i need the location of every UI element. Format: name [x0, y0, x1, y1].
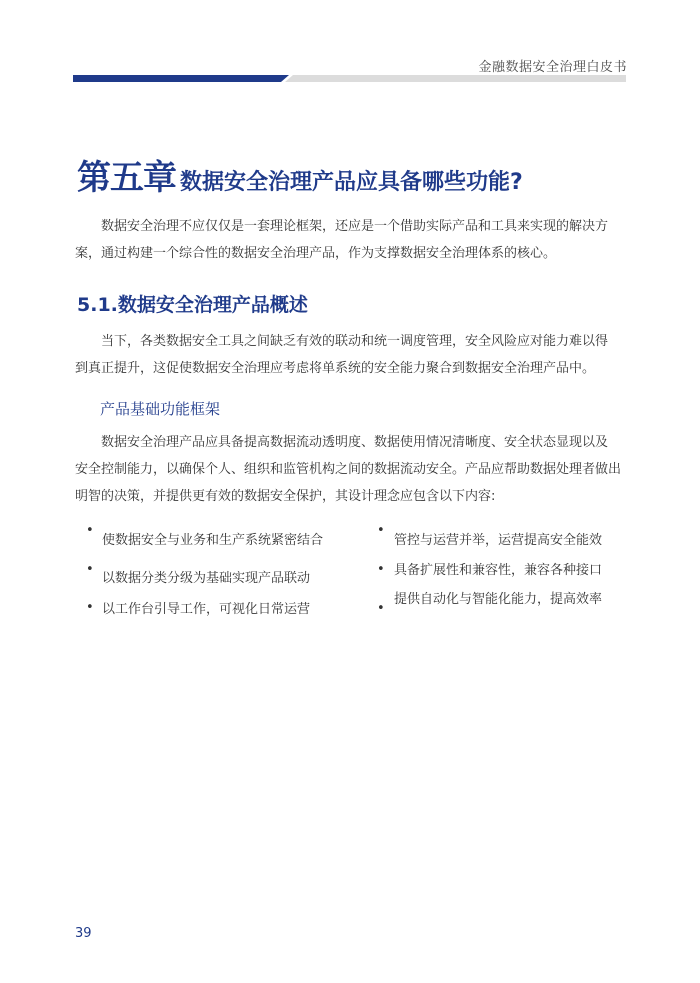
section-line-2: 到真正提升，这促使数据安全治理应考虑将单系统的安全能力聚合到数据安全治理产品中。 [75, 361, 596, 376]
chapter-title: 数据安全治理产品应具备哪些功能? [180, 170, 523, 195]
header-bar-blue [73, 75, 289, 82]
bullet-dot: • [86, 562, 94, 577]
section-paragraph [75, 328, 627, 382]
intro-line-1: 数据安全治理不应仅仅是一套理论框架，还应是一个借助实际产品和工具来实现的解决方 [101, 219, 609, 234]
bullet-left-1: 使数据安全与业务和生产系统紧密结合 [102, 533, 324, 548]
page-number: 39 [75, 926, 92, 941]
subsection-title: 产品基础功能框架 [100, 400, 221, 418]
bullet-dot: • [377, 562, 385, 577]
subsection-line-2: 安全控制能力，以确保个人、组织和监管机构之间的数据流动安全。产品应帮助数据处理者做出 [75, 462, 622, 477]
subsection-line-1: 数据安全治理产品应具备提高数据流动透明度、数据使用情况清晰度、安全状态显现以及 [101, 435, 609, 450]
bullet-dot: • [86, 600, 94, 615]
bullet-dot: • [377, 523, 385, 538]
bullet-right-2: 具备扩展性和兼容性，兼容各种接口 [394, 563, 603, 578]
subsection-line-3: 明智的决策，并提供更有效的数据安全保护，其设计理念应包含以下内容: [75, 489, 496, 504]
bullet-right-1: 管控与运营并举，运营提高安全能效 [394, 533, 603, 548]
header-bar-grey [285, 75, 626, 82]
section-title: 5.1.数据安全治理产品概述 [77, 294, 308, 316]
bullet-left-3: 以工作台引导工作，可视化日常运营 [102, 602, 311, 617]
section-line-1: 当下，各类数据安全工具之间缺乏有效的联动和统一调度管理，安全风险应对能力难以得 [101, 334, 609, 349]
bullet-dot: • [377, 601, 385, 616]
intro-line-2: 案，通过构建一个综合性的数据安全治理产品，作为支撑数据安全治理体系的核心。 [75, 246, 557, 261]
intro-paragraph [75, 213, 627, 267]
header-title: 金融数据安全治理白皮书 [478, 60, 627, 75]
bullet-left-2: 以数据分类分级为基础实现产品联动 [102, 571, 311, 586]
subsection-paragraph [75, 429, 627, 510]
bullet-right-3: 提供自动化与智能化能力，提高效率 [394, 592, 603, 607]
chapter-number: 第五章 [77, 158, 176, 198]
bullet-dot: • [86, 523, 94, 538]
chapter-heading [77, 150, 523, 199]
